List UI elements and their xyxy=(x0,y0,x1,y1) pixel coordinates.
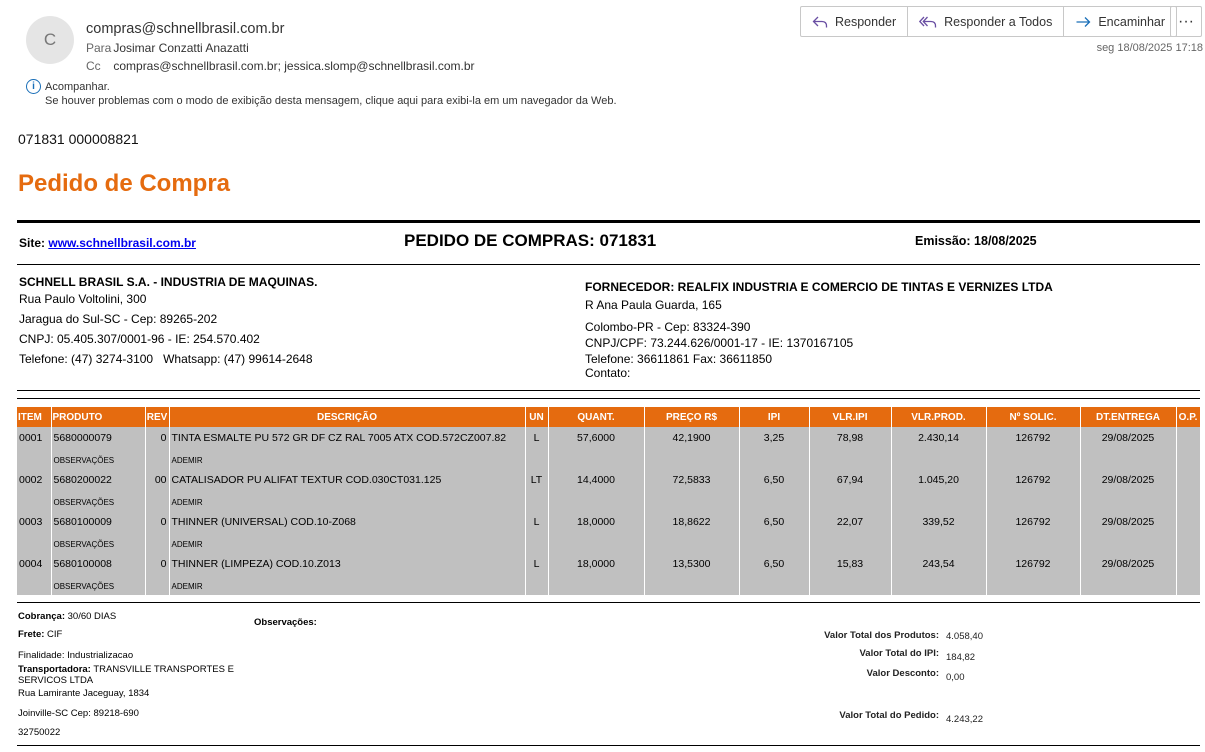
document-ids: 071831 000008821 xyxy=(18,131,139,147)
cell-entrega: 29/08/2025 xyxy=(1080,553,1176,574)
cc-label: Cc xyxy=(86,59,101,73)
cell-item: 0002 xyxy=(17,469,51,490)
cell-vlr-prod: 2.430,14 xyxy=(891,427,986,448)
col-produto: PRODUTO xyxy=(51,407,145,427)
cell-quant: 14,4000 xyxy=(548,469,644,490)
cell-produto: 5680100008 xyxy=(51,553,145,574)
items-table xyxy=(17,407,1201,595)
reply-label: Responder xyxy=(835,14,897,29)
desconto-value: 0,00 xyxy=(946,672,965,683)
reply-all-label: Responder a Todos xyxy=(944,14,1053,29)
col-ipi: IPI xyxy=(739,407,809,427)
frete-label: Frete: xyxy=(18,629,45,640)
info-bar[interactable] xyxy=(45,80,617,108)
divider-header xyxy=(17,264,1200,265)
sender-address[interactable]: compras@schnellbrasil.com.br xyxy=(86,21,285,37)
cell-un: L xyxy=(525,427,548,448)
cell-preco: 18,8622 xyxy=(644,511,739,532)
cell-vlr-prod: 243,54 xyxy=(891,553,986,574)
cell-produto: 5680200022 xyxy=(51,469,145,490)
obs-label: OBSERVAÇÕES xyxy=(51,574,145,595)
col-entrega: DT.ENTREGA xyxy=(1080,407,1176,427)
buyer-name: SCHNELL BRASIL S.A. - INDUSTRIA DE MAQUINAS. xyxy=(19,275,318,289)
cell-entrega: 29/08/2025 xyxy=(1080,511,1176,532)
observacoes-label: Observações: xyxy=(254,617,317,628)
supplier-contact: Contato: xyxy=(585,366,631,380)
frete-line xyxy=(18,629,62,640)
cobranca-label: Cobrança: xyxy=(18,611,65,622)
reply-icon xyxy=(812,15,828,29)
table-obs-row xyxy=(17,448,1200,469)
table-row xyxy=(17,427,1200,448)
col-vlr-prod: VLR.PROD. xyxy=(891,407,986,427)
cell-rev: 00 xyxy=(145,469,169,490)
cell-quant: 18,0000 xyxy=(548,553,644,574)
cell-vlr-ipi: 67,94 xyxy=(809,469,891,490)
cell-rev: 0 xyxy=(145,553,169,574)
total-ipi-value: 184,82 xyxy=(946,652,976,663)
table-obs-row xyxy=(17,532,1200,553)
supplier-cnpj: CNPJ/CPF: 73.244.626/0001-17 - IE: 1370167105 xyxy=(585,336,854,350)
message-actions-toolbar xyxy=(800,6,1177,37)
transportadora-code: 32750022 xyxy=(18,727,61,738)
cell-entrega: 29/08/2025 xyxy=(1080,469,1176,490)
total-pedido-value: 4.243,22 xyxy=(946,714,983,725)
cell-ipi: 3,25 xyxy=(739,427,809,448)
cell-ipi: 6,50 xyxy=(739,553,809,574)
col-preco: PREÇO R$ xyxy=(644,407,739,427)
obs-label: OBSERVAÇÕES xyxy=(51,448,145,469)
cell-item: 0001 xyxy=(17,427,51,448)
cell-vlr-ipi: 15,83 xyxy=(809,553,891,574)
cell-op xyxy=(1176,427,1200,448)
cell-item: 0003 xyxy=(17,511,51,532)
col-un: UN xyxy=(525,407,548,427)
site-line xyxy=(19,236,196,250)
divider-address-2 xyxy=(17,398,1200,399)
col-quant: QUANT. xyxy=(548,407,644,427)
cell-entrega: 29/08/2025 xyxy=(1080,427,1176,448)
cell-descricao: TINTA ESMALTE PU 572 GR DF CZ RAL 7005 ATX COD.572CZ007.82 xyxy=(169,427,525,448)
info-line-follow-up: Acompanhar. xyxy=(45,81,110,93)
total-produtos-label: Valor Total dos Produtos: xyxy=(824,630,939,641)
cell-rev: 0 xyxy=(145,511,169,532)
obs-value: ADEMIR xyxy=(169,490,525,511)
col-item: ITEM xyxy=(17,407,51,427)
cell-un: L xyxy=(525,553,548,574)
cell-op xyxy=(1176,553,1200,574)
buyer-phone: Telefone: (47) 3274-3100 Whatsapp: (47) 99614-2648 xyxy=(19,352,313,366)
supplier-street: R Ana Paula Guarda, 165 xyxy=(585,298,722,312)
divider-top xyxy=(17,220,1200,223)
col-op: O.P. xyxy=(1176,407,1200,427)
transportadora-city: Joinville-SC Cep: 89218-690 xyxy=(18,708,139,719)
table-row xyxy=(17,511,1200,532)
supplier-city: Colombo-PR - Cep: 83324-390 xyxy=(585,320,751,334)
forward-label: Encaminhar xyxy=(1098,14,1166,29)
cell-solic: 126792 xyxy=(986,553,1080,574)
document-title: Pedido de Compra xyxy=(18,170,231,197)
reply-all-button[interactable] xyxy=(908,7,1064,36)
transportadora-street: Rua Lamirante Jaceguay, 1834 xyxy=(18,688,150,699)
cell-preco: 72,5833 xyxy=(644,469,739,490)
cell-un: L xyxy=(525,511,548,532)
cell-quant: 18,0000 xyxy=(548,511,644,532)
cell-un: LT xyxy=(525,469,548,490)
buyer-street: Rua Paulo Voltolini, 300 xyxy=(19,292,147,306)
obs-label: OBSERVAÇÕES xyxy=(51,532,145,553)
sender-avatar[interactable]: C xyxy=(26,16,74,64)
info-icon: i xyxy=(26,79,41,94)
reply-all-icon xyxy=(919,15,937,29)
more-actions-button[interactable]: ··· xyxy=(1170,6,1202,37)
supplier-name: FORNECEDOR: REALFIX INDUSTRIA E COMERCIO DE TINTAS E VERNIZES LTDA xyxy=(585,280,1053,294)
table-row xyxy=(17,553,1200,574)
transportadora-label: Transportadora: xyxy=(18,664,91,675)
site-link[interactable]: www.schnellbrasil.com.br xyxy=(48,236,196,250)
desconto-label: Valor Desconto: xyxy=(866,668,939,679)
transportadora-name: TRANSVILLE TRANSPORTES E SERVICOS LTDA xyxy=(18,664,234,686)
cell-solic: 126792 xyxy=(986,469,1080,490)
table-obs-row xyxy=(17,574,1200,595)
table-header-row xyxy=(17,407,1200,427)
cell-descricao: THINNER (UNIVERSAL) COD.10-Z068 xyxy=(169,511,525,532)
obs-value: ADEMIR xyxy=(169,448,525,469)
cobranca-value: 30/60 DIAS xyxy=(67,611,117,622)
col-vlr-ipi: VLR.IPI xyxy=(809,407,891,427)
table-obs-row xyxy=(17,490,1200,511)
obs-label: OBSERVAÇÕES xyxy=(51,490,145,511)
divider-bottom xyxy=(17,745,1200,746)
col-solic: Nº SOLIC. xyxy=(986,407,1080,427)
forward-icon xyxy=(1075,15,1091,29)
to-label: Para xyxy=(86,41,112,55)
cell-descricao: CATALISADOR PU ALIFAT TEXTUR COD.030CT031.125 xyxy=(169,469,525,490)
site-label: Site: xyxy=(19,236,46,250)
finalidade-line: Finalidade: Industrializacao xyxy=(18,650,134,661)
cell-ipi: 6,50 xyxy=(739,511,809,532)
cc-line xyxy=(86,59,475,73)
cell-solic: 126792 xyxy=(986,511,1080,532)
total-produtos-value: 4.058,40 xyxy=(946,631,983,642)
supplier-phone: Telefone: 36611861 Fax: 36611850 xyxy=(585,352,773,366)
cell-descricao: THINNER (LIMPEZA) COD.10.Z013 xyxy=(169,553,525,574)
cell-item: 0004 xyxy=(17,553,51,574)
divider-table-bottom xyxy=(17,602,1200,603)
emission-date: Emissão: 18/08/2025 xyxy=(915,234,1037,248)
cell-vlr-ipi: 78,98 xyxy=(809,427,891,448)
cell-vlr-ipi: 22,07 xyxy=(809,511,891,532)
cell-produto: 5680100009 xyxy=(51,511,145,532)
buyer-cnpj: CNPJ: 05.405.307/0001-96 - IE: 254.570.402 xyxy=(19,332,260,346)
to-recipient[interactable]: Josimar Conzatti Anazatti xyxy=(113,41,249,55)
to-line xyxy=(86,41,249,55)
obs-value: ADEMIR xyxy=(169,532,525,553)
buyer-city: Jaragua do Sul-SC - Cep: 89265-202 xyxy=(19,312,218,326)
cc-recipients[interactable]: compras@schnellbrasil.com.br; jessica.slomp@schnellbrasil.com.br xyxy=(113,59,475,73)
supplier-block xyxy=(585,279,1195,381)
table-row xyxy=(17,469,1200,490)
cell-preco: 13,5300 xyxy=(644,553,739,574)
obs-value: ADEMIR xyxy=(169,574,525,595)
frete-value: CIF xyxy=(47,629,63,640)
cell-produto: 5680000079 xyxy=(51,427,145,448)
forward-button[interactable] xyxy=(1064,7,1176,36)
cell-quant: 57,6000 xyxy=(548,427,644,448)
info-line-view-in-browser[interactable]: Se houver problemas com o modo de exibição desta mensagem, clique aqui para exibi-la em um navegador da Web. xyxy=(45,95,617,107)
buyer-block xyxy=(19,274,519,367)
cell-rev: 0 xyxy=(145,427,169,448)
po-heading: PEDIDO DE COMPRAS: 071831 xyxy=(404,231,657,250)
total-ipi-label: Valor Total do IPI: xyxy=(859,648,939,659)
cell-op xyxy=(1176,511,1200,532)
cell-op xyxy=(1176,469,1200,490)
col-descricao: DESCRIÇÃO xyxy=(169,407,525,427)
cell-ipi: 6,50 xyxy=(739,469,809,490)
reply-button[interactable] xyxy=(801,7,908,36)
divider-address xyxy=(17,390,1200,391)
cell-solic: 126792 xyxy=(986,427,1080,448)
transportadora-block xyxy=(18,664,258,686)
cell-preco: 42,1900 xyxy=(644,427,739,448)
cell-vlr-prod: 1.045,20 xyxy=(891,469,986,490)
total-pedido-label: Valor Total do Pedido: xyxy=(839,710,939,721)
message-timestamp: seg 18/08/2025 17:18 xyxy=(1096,42,1203,54)
col-rev: REV xyxy=(145,407,169,427)
cell-vlr-prod: 339,52 xyxy=(891,511,986,532)
cobranca-line xyxy=(18,611,116,622)
